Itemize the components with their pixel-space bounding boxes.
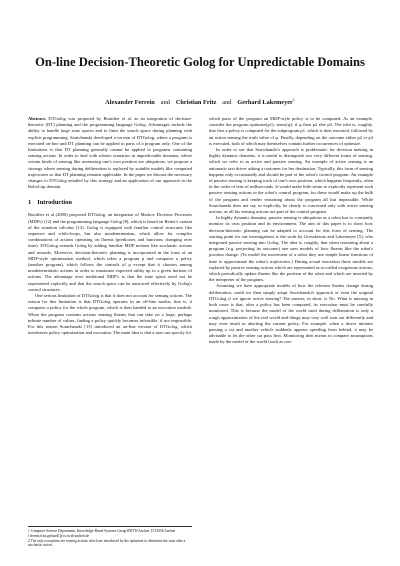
author-1: Alexander Ferrein <box>105 99 155 107</box>
section-title: Introduction <box>37 199 72 207</box>
author-line <box>30 96 370 107</box>
paragraph: One serious limitation of DTGolog is that it does not account for sensing actions. The reason for this limitation is that DTGolog operates in an off-line modus, that is, it computes a policy for the whole program, which is then handed to an execution module. When the program contains actions sensing fluents that can take on a large, perhaps infinite number of values, finding a policy quickly becomes infeasible, if not impossible. For this reason Soutchanski [15] introduced an on-line version of DTGolog, which interleaves policy optimization and execution. The main idea is that a user can specify for <box>28 293 192 336</box>
author-3: Gerhard Lakemeyer <box>237 99 293 107</box>
section-number: 1 <box>28 199 32 207</box>
author-separator: and <box>222 99 232 107</box>
paragraph: Assuming we have appropriate models of how the relevant fluents change during deliberation, could we then simply adopt Soutchanski's approach or even the original DTGolog if we ignore active sensing? The answer, in short, is No. What is missing in both cases is that, after a policy has been computed, its execution must be carefully monitored. This is because the model of the world used during deliberation is only a rough approximation of the real world and things may very well turn out differently and may even result in aborting the current policy. For example, when a driver initiates passing a car and another vehicle suddenly appears speeding from behind, it may be advisable to let the other car pass first. Monitoring then means to compare assumptions made by the model of the world (such as con- <box>209 283 373 345</box>
footnote: 1 Computer Science Department, Knowledge-Based Systems Group RWTH Aachen, D 52056 Aachen {ferrein,fritz,gerhard}@cs.rwth-aachen.de <box>28 529 176 538</box>
paragraph: which parts of the program an MDP-style policy is to be computed. As an example, consider the program optimize(p1); sense(φ); if φ then p2 else p3. The idea is, roughly, that first a policy is computed for the subprogram p1, which is then executed, followed by an action sensing the truth value of φ. Finally, depending on the outcome either p2 or p3 is executed, both of which may themselves contain further occurrences of optimize. <box>209 116 373 146</box>
right-column <box>209 116 373 346</box>
paragraph: In order to see that Soutchanski's approach is problematic for decision making in highly dynamic domains, it is useful to distinguish two very different forms of sensing, which we refer to as active and passive sensing. An example of active sensing is an automatic taxi driver asking a customer for her destination. Typically, this form of sensing happens only occasionally and should be part of the robot's control program. An example of passive sensing is keeping track of one's own position, which happens frequently, often in the order of tens of milliseconds. It would make little sense to explicitly represent such passive sensing actions in the robot's control program, for these would make up the bulk of the program and render reasoning about the program all but impossible. While Soutchanski does not say so explicitly, he clearly is concerned only with active sensing actions, as all his sensing actions are part of the control program. <box>209 147 373 215</box>
paragraph: In highly dynamic domains, passive sensing is ubiquitous as a robot has to constantly monitor its own position and its environment. The aim of this paper is to show how decision-theoretic planning can be adapted to account for this form of sensing. The starting point for our investigations is the work by Grosskreutz and Lakemeyer [5], who integrated passive sensing into Golog. The idea is, roughly, that when reasoning about a program (e.g. projecting its outcome) one uses models of how fluents like the robot's position change. (To model the movement of a robot they use simple linear functions of time to approximate the robot's trajectories.) During actual execution these models are replaced by passive sensing actions which are represented as so-called exogenous actions, which periodically update fluents like the position of the robot and which are inserted by the interpreter of the program. <box>209 215 373 283</box>
section-heading <box>28 199 192 207</box>
footnote: 2 The only exceptions are sensing actions which are introduced by the optimizer to determine the state after a stochastic action. <box>28 538 186 548</box>
paragraph: Boutilier et al (2000) proposed DTGolog, an integration of Markov Decision Processes (MDPs) [12] and the programming language Golog [8], which is based on Reiter's variant of the situation calculus [13]. Golog is equipped with familiar control structures like sequence and while-loops, but also nondeterminism, which allow for complex combinations of actions operating on fluents (predicates and functions changing over time). DTGolog extends Golog by adding familiar MDP notions like stochastic actions and rewards. Moreover, decision-theoretic planning is incorporated in the form of an MDP-style optimization method, which takes a program p and computes a policy (another program), which follows the controls of p except that it chooses among nondeterministic actions in order to maximize expected utility up to a given horizon of actions. The advantage over traditional MDP's is that the state space need not be represented explicitly and that the search space can be narrowed effectively by Golog's control structures. <box>28 212 192 292</box>
footnotes <box>28 526 192 548</box>
left-column <box>28 116 192 337</box>
author-2: Christian Fritz <box>175 99 217 107</box>
paper-title: On-line Decision-Theoretic Golog for Unpredictable Domains <box>35 55 365 69</box>
author-separator: and <box>160 99 170 107</box>
affiliation-mark: 1 <box>292 97 295 102</box>
abstract-text: DTGolog was proposed by Boutilier et al. as an integration of decision-theoretic (DT) planning and the programming language Golog. Advantages include the ability to handle large state spaces and to limit the search space during planning with explicit programming. Soutchanski developed a version of DTGolog, where a program is executed on-line and DT planning can be applied to parts of a program only. One of the limitations is that DT planning generally cannot be applied to programs containing sensing actions. In order to deal with robotic scenarios in unpredictable domains, where certain kinds of sensing like measuring one's own position are ubiquitous, we propose a strategy where sensing during deliberation is replaced by suitable models like computed trajectories so that DT planning remains applicable. In the paper we discuss the necessary changes to DTGolog entailed by this strategy and an application of our approach in the RoboCup domain. <box>28 116 192 190</box>
abstract <box>28 116 192 190</box>
abstract-label: Abstract. <box>28 116 47 121</box>
